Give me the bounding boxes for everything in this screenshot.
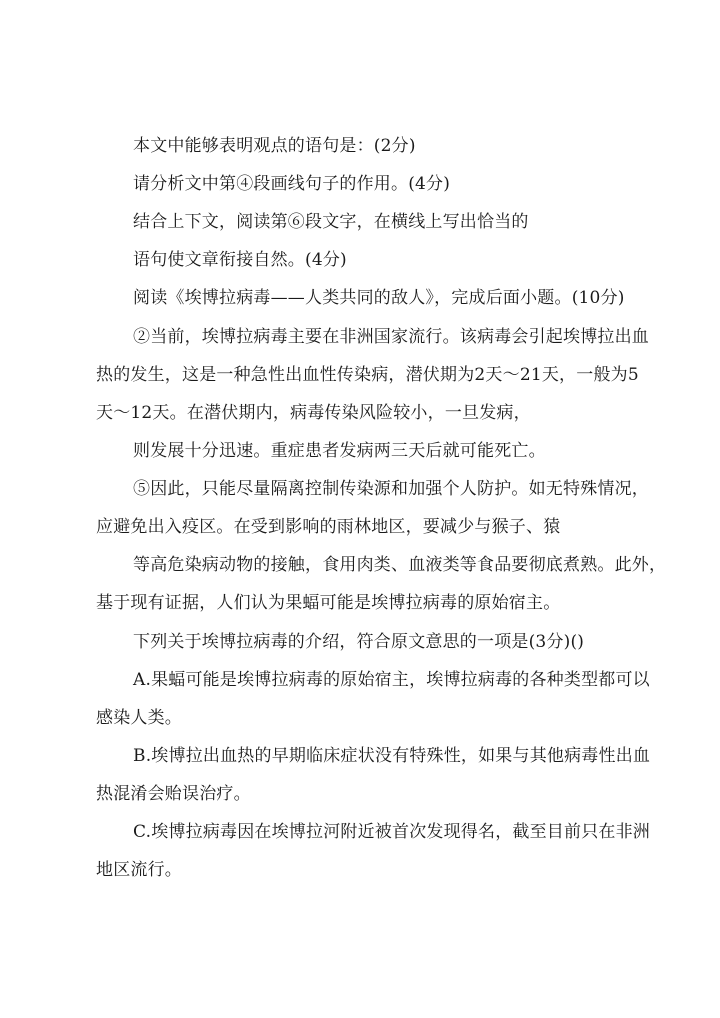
passage-line: 热的发生，这是一种急性出血性传染病，潜伏期为2天～21天，一般为5 — [96, 365, 639, 385]
option-a-line: 感染人类。 — [96, 708, 182, 728]
question-line: 结合上下文，阅读第⑥段文字，在横线上写出恰当的 — [133, 212, 529, 232]
passage-line: 则发展十分迅速。重症患者发病两三天后就可能死亡。 — [133, 441, 546, 461]
passage-line: 等高危染病动物的接触，食用肉类、血液类等食品要彻底煮熟。此外， — [133, 555, 667, 575]
passage-line: ②当前，埃博拉病毒主要在非洲国家流行。该病毒会引起埃博拉出血 — [133, 327, 649, 347]
passage-line: 应避免出入疫区。在受到影响的雨林地区，要减少与猴子、猿 — [96, 517, 561, 537]
option-c-line: 地区流行。 — [96, 860, 182, 880]
option-a-line: A.果蝠可能是埃博拉病毒的原始宿主，埃博拉病毒的各种类型都可以 — [133, 670, 650, 690]
question-line: 本文中能够表明观点的语句是：(2分) — [133, 136, 416, 156]
question-stem: 下列关于埃博拉病毒的介绍，符合原文意思的一项是(3分)() — [133, 632, 585, 652]
option-c-line: C.埃博拉病毒因在埃博拉河附近被首次发现得名，截至目前只在非洲 — [133, 822, 651, 842]
question-line: 语句使文章衔接自然。(4分) — [133, 250, 347, 270]
question-line: 请分析文中第④段画线句子的作用。(4分) — [133, 174, 451, 194]
passage-line: 天～12天。在潜伏期内，病毒传染风险较小，一旦发病， — [96, 403, 531, 423]
option-b-line: B.埃博拉出血热的早期临床症状没有特殊性，如果与其他病毒性出血 — [133, 746, 651, 766]
section-heading: 阅读《埃博拉病毒——人类共同的敌人》，完成后面小题。(10分) — [133, 288, 625, 308]
passage-line: 基于现有证据，人们认为果蝠可能是埃博拉病毒的原始宿主。 — [96, 593, 561, 613]
passage-line: ⑤因此，只能尽量隔离控制传染源和加强个人防护。如无特殊情况， — [133, 479, 649, 499]
option-b-line: 热混淆会贻误治疗。 — [96, 784, 251, 804]
